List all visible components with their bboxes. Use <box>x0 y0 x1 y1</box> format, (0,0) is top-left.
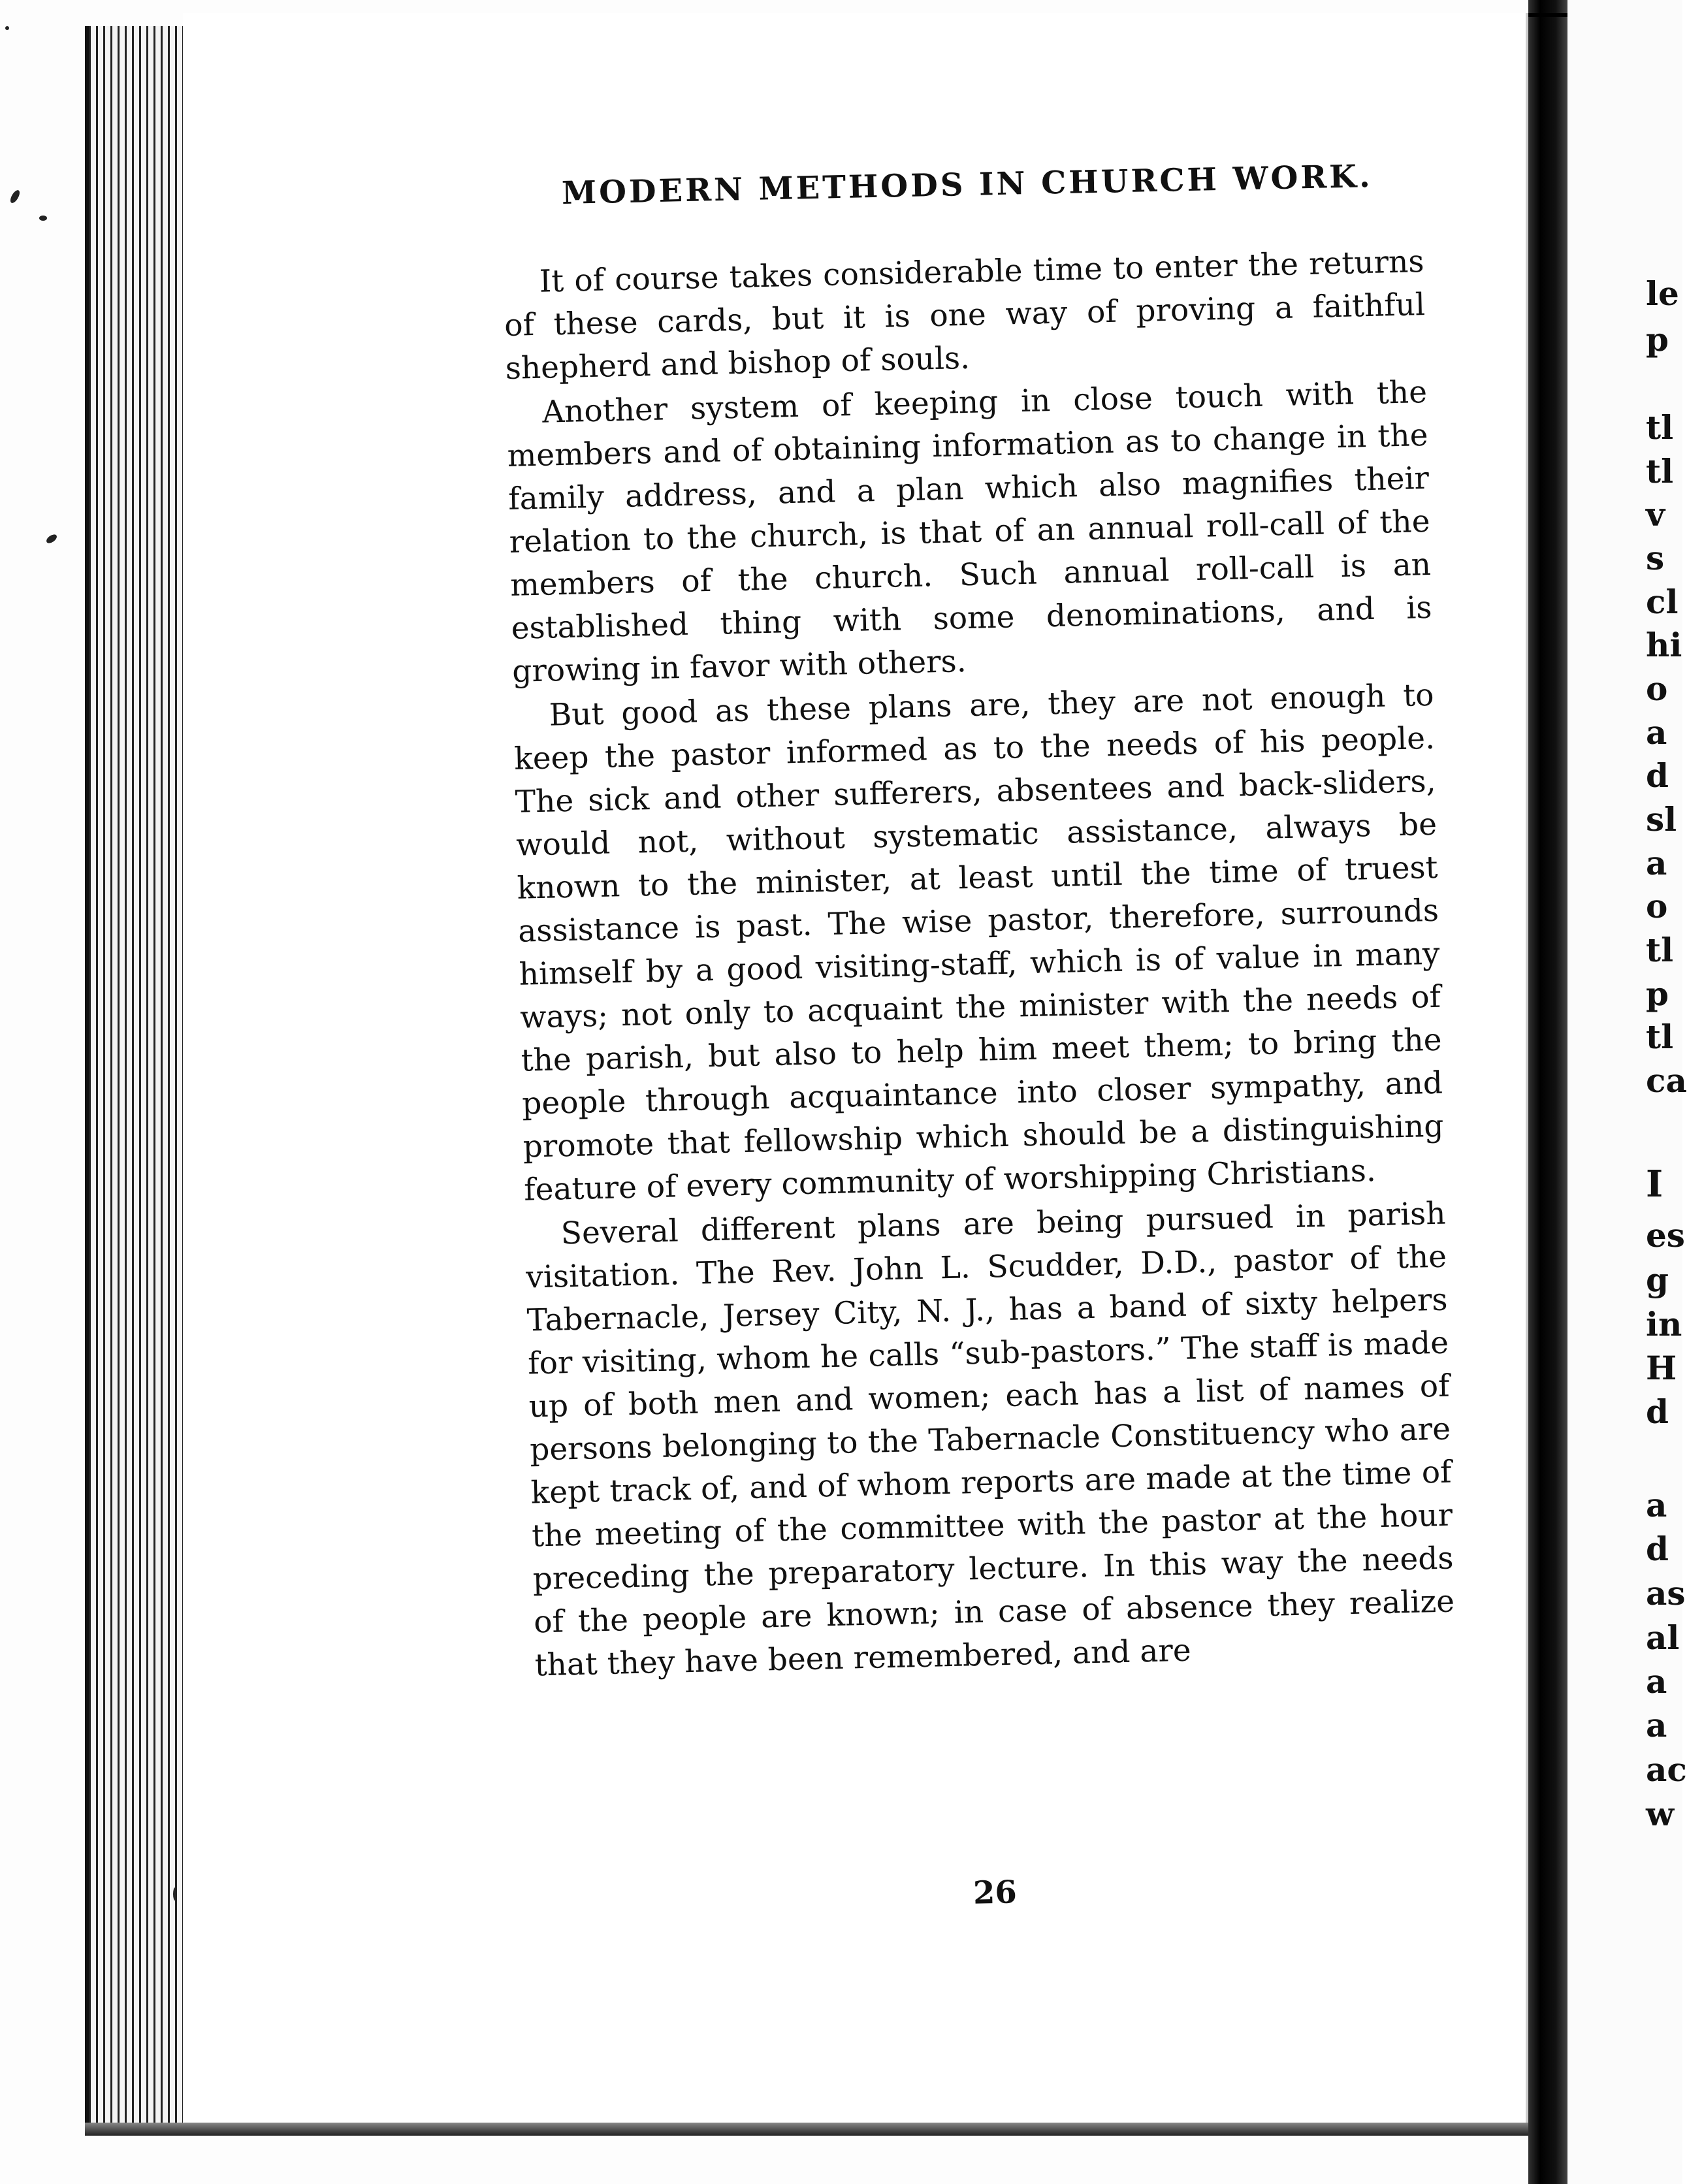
facing-page-fragment: tl <box>1646 1018 1674 1056</box>
facing-page-fragment: in <box>1646 1305 1682 1343</box>
facing-page-fragment: o <box>1646 669 1668 708</box>
facing-page-fragment: a <box>1646 713 1667 752</box>
scan-speck <box>45 533 58 545</box>
scan-speck <box>8 189 22 204</box>
facing-page-fragment: hi <box>1646 626 1682 664</box>
facing-page-fragment: ac <box>1646 1750 1687 1789</box>
facing-page-fragment: g <box>1646 1261 1669 1299</box>
facing-page-fragment: ca <box>1646 1061 1687 1100</box>
facing-page-fragment: a <box>1646 844 1667 882</box>
facing-page-fragment: tl <box>1646 931 1674 969</box>
facing-page-fragment: cl <box>1646 583 1679 621</box>
paragraph: Another system of keeping in close touch with the members and of obtaining information as to change in the family address, and a plan which also magnifies their relation to the church, is that of an annual roll-call of the members of the church. Such annual roll-call is an established thing with some denominations, and is growing in favor with others. <box>507 374 1433 690</box>
running-head: MODERN METHODS IN CHURCH WORK. <box>561 157 1374 212</box>
facing-page-fragment: sl <box>1646 800 1677 839</box>
facing-page-fragment: le <box>1646 274 1679 313</box>
facing-page-fragment: es <box>1646 1216 1685 1255</box>
scan-speck <box>5 26 9 30</box>
facing-page-fragment: a <box>1646 1486 1667 1524</box>
paragraph: But good as these plans are, they are not enough to keep the pastor informed as to the needs of his people. The sick and other sufferers, absentees and back-sliders, would not, without systematic assistance, always be known to the minister, at least until the time of truest assistance is past. The wise pastor, therefore, surrounds himself by a good visiting-staff, which is of value in many ways; not only to acquaint the minister with the needs of the parish, but also to help him meet them; to bring the people through acquaintance into closer sympathy, and promote that fellowship which should be a distinguishing feature of every community of worshipping Christians. <box>513 677 1445 1208</box>
facing-page-fragment: d <box>1646 1392 1669 1431</box>
page-edges-stack <box>85 26 187 2136</box>
facing-page-fragment: tl <box>1646 452 1674 490</box>
facing-page-fragment: s <box>1646 539 1665 577</box>
facing-page-fragment: o <box>1646 887 1668 925</box>
facing-page-fragment: w <box>1646 1795 1675 1833</box>
facing-page-fragment: d <box>1646 1530 1669 1568</box>
facing-page-fragment: v <box>1646 495 1665 534</box>
scan-speck <box>39 216 47 221</box>
facing-page-fragment: H <box>1646 1349 1677 1387</box>
paragraph: Several different plans are being pursued in parish visitation. The Rev. John L. Scudder, D.D., pastor of the Tabernacle, Jersey City, N. J., has a band of sixty helpers for visiting, whom he calls “sub-pastors.” The staff is made up of both men and women; each has a list of names of persons belonging to the Tabernacle Constituency who are kept track of, and of whom reports are made at the time of the meeting of the committee with the pastor at the hour preceding the preparatory lecture. In this way the needs of the people are known; in case of absence they realize that they have been remembered, and are <box>525 1195 1455 1684</box>
page-bottom-shadow <box>85 2123 1541 2136</box>
facing-page-fragment: I <box>1646 1163 1663 1206</box>
facing-page-fragment: p <box>1646 974 1669 1013</box>
facing-page-fragment: p <box>1646 320 1669 359</box>
scan-speck <box>173 1887 177 1901</box>
book-gutter <box>1528 0 1567 2184</box>
facing-page-fragment: as <box>1646 1574 1686 1613</box>
facing-page-fragment: a <box>1646 1706 1667 1744</box>
facing-page-fragment: al <box>1646 1618 1680 1657</box>
facing-page-fragment: tl <box>1646 408 1674 447</box>
facing-page-fragment: a <box>1646 1662 1667 1701</box>
paragraph: It of course takes considerable time to enter the returns of these cards, but it is one way of proving a faithful shepherd and bishop of souls. <box>504 244 1426 387</box>
facing-page-fragment: d <box>1646 756 1669 795</box>
body-text <box>503 240 1456 1688</box>
page-number: 26 <box>972 1874 1018 1912</box>
